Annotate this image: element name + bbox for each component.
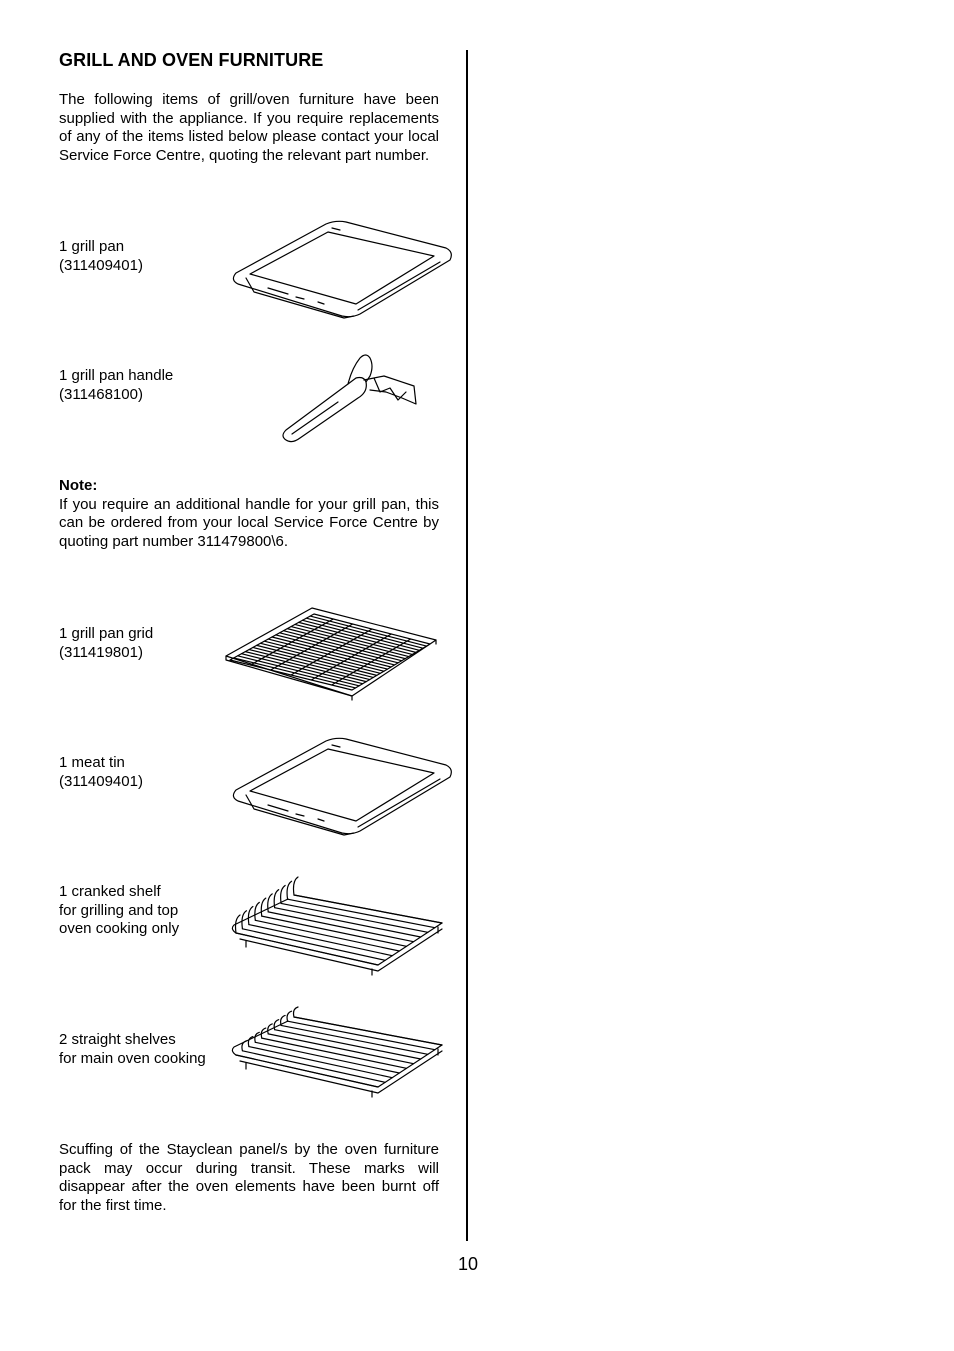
item-label-meat-tin: 1 meat tin (311409401) (59, 754, 143, 790)
item-label-grill-pan-handle: 1 grill pan handle (311468100) (59, 367, 174, 403)
meat-tin-icon (228, 735, 454, 839)
cranked-shelf-icon (228, 875, 450, 973)
grill-pan-grid-icon (220, 604, 440, 700)
column-divider (466, 50, 468, 1241)
intro-paragraph: The following items of grill/oven furniture have been supplied with the appliance. If you require replacements of any of the items listed below please contact your local Service Force Centre, quoting the relevant part number. (59, 91, 439, 164)
item-label-grill-pan-grid: 1 grill pan grid (311419801) (59, 625, 154, 661)
grill-pan-handle-icon (278, 352, 423, 447)
page-number: 10 (458, 1254, 479, 1274)
straight-shelf-icon (228, 997, 450, 1095)
item-label-grill-pan: 1 grill pan (311409401) (59, 238, 143, 274)
note-text: If you require an additional handle for your grill pan, this can be ordered from your local Service Force Centre by quoting part number 311479800\6. (59, 495, 439, 550)
item-label-cranked-shelf: 1 cranked shelf for grilling and top oven cooking only (59, 883, 180, 937)
note-block (59, 477, 439, 551)
page-title: GRILL AND OVEN FURNITURE (59, 50, 324, 70)
note-heading: Note: (59, 477, 98, 494)
item-label-straight-shelves: 2 straight shelves for main oven cooking (59, 1031, 206, 1067)
grill-pan-icon (228, 218, 454, 322)
footer-paragraph: Scuffing of the Stayclean panel/s by the oven furniture pack may occur during transit. These marks will disappear after the oven elements have been burnt off for the first time. (59, 1141, 439, 1214)
